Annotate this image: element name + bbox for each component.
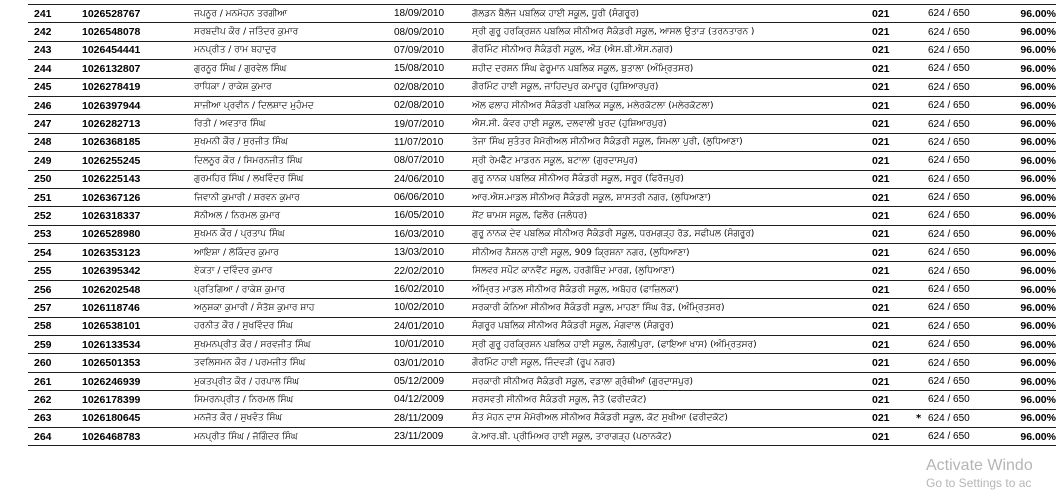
roll-number: 1026118746	[82, 299, 194, 317]
serial-number: 244	[28, 60, 82, 78]
marks-obtained: 624 / 650	[928, 60, 1002, 78]
table-row	[28, 96, 1056, 114]
marks-obtained: 624 / 650	[928, 207, 1002, 225]
roll-number: 1026255245	[82, 152, 194, 170]
marks-obtained: 624 / 650	[928, 23, 1002, 41]
date-of-birth: 10/01/2010	[394, 336, 472, 354]
note-mark	[916, 23, 928, 41]
watermark-subtitle: Go to Settings to ac	[926, 476, 1032, 490]
date-of-birth: 07/09/2010	[394, 41, 472, 59]
subject-code: 021	[872, 23, 916, 41]
school-name: ਗੌਰਮਿੰਟ ਸੀਨੀਅਰ ਸੈਕੰਡਰੀ ਸਕੂਲ, ਔੜ (ਐਸ.ਬੀ.ਐਸ.ਨਗਰ)	[472, 41, 872, 59]
table-row	[28, 372, 1056, 390]
marks-obtained: 624 / 650	[928, 133, 1002, 151]
student-name: ਅਨੁਸ਼ਕਾ ਕੁਮਾਰੀ / ਸੰਤੋਸ਼ ਕੁਮਾਰ ਸ਼ਾਹ	[194, 299, 394, 317]
date-of-birth: 19/07/2010	[394, 115, 472, 133]
marks-obtained: 624 / 650	[928, 5, 1002, 23]
student-name: ਮਨਜੋਤ ਕੌਰ / ਸੁਖਵੰਤ ਸਿੰਘ	[194, 409, 394, 427]
percentage: 96.00%	[1002, 188, 1056, 206]
school-name: ਗੋਲਡਨ ਬੈਲੱਜ ਪਬਲਿਕ ਹਾਈ ਸਕੂਲ, ਧੂਰੀ (ਸੰਗਰੂਰ)	[472, 5, 872, 23]
roll-number: 1026180645	[82, 409, 194, 427]
percentage: 96.00%	[1002, 354, 1056, 372]
school-name: ਗੁਰੂ ਨਾਨਕ ਪਬਲਿਕ ਸੀਨੀਅਰ ਸੈਕੰਡਰੀ ਸਕੂਲ, ਸਰੂਰ (ਫਿਰੋਜ਼ਪੁਰ)	[472, 170, 872, 188]
serial-number: 251	[28, 188, 82, 206]
school-name: ਆਰ.ਐਸ.ਮਾਡਲ ਸੀਨੀਅਰ ਸੈਕੰਡਰੀ ਸਕੂਲ, ਸ਼ਾਸਤਰੀ ਨਗਰ, (ਲੁਧਿਆਣਾ)	[472, 188, 872, 206]
marks-obtained: 624 / 650	[928, 225, 1002, 243]
serial-number: 249	[28, 152, 82, 170]
footer-notes-strip	[30, 484, 1050, 492]
date-of-birth: 16/05/2010	[394, 207, 472, 225]
roll-number: 1026468783	[82, 427, 194, 445]
date-of-birth: 18/09/2010	[394, 5, 472, 23]
date-of-birth: 02/08/2010	[394, 78, 472, 96]
table-row	[28, 78, 1056, 96]
school-name: ਸੰਤ ਮੋਹਨ ਦਾਸ ਮੈਮੋਰੀਅਲ ਸੀਨੀਅਰ ਸੈਕੰਡਰੀ ਸਕੂਲ, ਕੋਟ ਸੁਖੀਆ (ਫਰੀਦਕੋਟ)	[472, 409, 872, 427]
school-name: ਸਰਸਵਤੀ ਸੀਨੀਅਰ ਸੈਕੰਡਰੀ ਸਕੂਲ, ਜੈਤੋ (ਫਰੀਦਕੋਟ)	[472, 391, 872, 409]
school-name: ਸ਼ਹੀਦ ਦਰਸ਼ਨ ਸਿੰਘ ਫੇਰੂਮਾਨ ਪਬਲਿਕ ਸਕੂਲ, ਬੁਤਾਲਾ (ਅੰਮ੍ਰਿਤਸਰ)	[472, 60, 872, 78]
school-name: ਸੇਂਟ ਥਾਮਸ ਸਕੂਲ, ਫਿਲੌਰ (ਜਲੰਧਰ)	[472, 207, 872, 225]
date-of-birth: 04/12/2009	[394, 391, 472, 409]
date-of-birth: 08/09/2010	[394, 23, 472, 41]
table-row	[28, 207, 1056, 225]
serial-number: 242	[28, 23, 82, 41]
note-mark	[916, 225, 928, 243]
marks-obtained: 624 / 650	[928, 78, 1002, 96]
activate-windows-watermark	[926, 458, 1033, 489]
roll-number: 1026528767	[82, 5, 194, 23]
note-mark	[916, 372, 928, 390]
subject-code: 021	[872, 409, 916, 427]
table-row	[28, 115, 1056, 133]
school-name: ਸਰਕਾਰੀ ਕੰਨਿਆ ਸੀਨੀਅਰ ਸੈਕੰਡਰੀ ਸਕੂਲ, ਮਾਹਣਾ ਸਿੰਘ ਰੋਡ, (ਅੰਮ੍ਰਿਤਸਰ)	[472, 299, 872, 317]
roll-number: 1026178399	[82, 391, 194, 409]
table-row	[28, 354, 1056, 372]
date-of-birth: 05/12/2009	[394, 372, 472, 390]
serial-number: 246	[28, 96, 82, 114]
marks-obtained: 624 / 650	[928, 170, 1002, 188]
date-of-birth: 11/07/2010	[394, 133, 472, 151]
subject-code: 021	[872, 262, 916, 280]
percentage: 96.00%	[1002, 409, 1056, 427]
school-name: ਗੌਰਮਿੰਟ ਹਾਈ ਸਕੂਲ, ਜਾਹਿਦਪੁਰ ਕਮਾਹੂਰ (ਹੁਸ਼ਿਆਰਪੁਰ)	[472, 78, 872, 96]
table-row	[28, 133, 1056, 151]
table-row	[28, 152, 1056, 170]
note-mark	[916, 280, 928, 298]
roll-number: 1026225143	[82, 170, 194, 188]
note-mark	[916, 262, 928, 280]
subject-code: 021	[872, 336, 916, 354]
marks-obtained: 624 / 650	[928, 391, 1002, 409]
percentage: 96.00%	[1002, 427, 1056, 445]
note-mark	[916, 244, 928, 262]
percentage: 96.00%	[1002, 5, 1056, 23]
roll-number: 1026133534	[82, 336, 194, 354]
student-name: ਏਕਤਾ / ਦਵਿੰਦਰ ਕੁਮਾਰ	[194, 262, 394, 280]
date-of-birth: 24/06/2010	[394, 170, 472, 188]
results-table	[28, 4, 1056, 446]
subject-code: 021	[872, 225, 916, 243]
table-row	[28, 336, 1056, 354]
student-name: ਮਨਪ੍ਰੀਤ ਸਿੰਘ / ਜੋਗਿੰਦਰ ਸਿੰਘ	[194, 427, 394, 445]
serial-number: 245	[28, 78, 82, 96]
percentage: 96.00%	[1002, 96, 1056, 114]
subject-code: 021	[872, 5, 916, 23]
date-of-birth: 08/07/2010	[394, 152, 472, 170]
student-name: ਤਵਲਿਸਮਨ ਕੌਰ / ਪਰਮਜੀਤ ਸਿੰਘ	[194, 354, 394, 372]
table-row	[28, 409, 1056, 427]
percentage: 96.00%	[1002, 244, 1056, 262]
student-name: ਸੁਖਮਨੀ ਕੌਰ / ਸੁਰਜੀਤ ਸਿੰਘ	[194, 133, 394, 151]
percentage: 96.00%	[1002, 207, 1056, 225]
note-mark: *	[916, 409, 928, 427]
subject-code: 021	[872, 60, 916, 78]
roll-number: 1026246939	[82, 372, 194, 390]
school-name: ਗੁਰੂ ਨਾਨਕ ਦੇਵ ਪਬਲਿਕ ਸੀਨੀਅਰ ਸੈਕੰਡਰੀ ਸਕੂਲ, ਧਰਮਗੜ੍ਹ ਰੋਡ, ਸਫੀਪਲ (ਸੰਗਰੂਰ)	[472, 225, 872, 243]
serial-number: 262	[28, 391, 82, 409]
serial-number: 263	[28, 409, 82, 427]
marks-obtained: 624 / 650	[928, 317, 1002, 335]
serial-number: 258	[28, 317, 82, 335]
school-name: ਸ੍ਰੀ ਰੇਮਫੈੱਟ ਮਾਡਰਨ ਸਕੂਲ, ਬਟਾਲਾ (ਗੁਰਦਾਸਪੁਰ)	[472, 152, 872, 170]
school-name: ਗੌਰਮਿੰਟ ਹਾਈ ਸਕੂਲ, ਜਿੰਦਵੜੀ (ਰੂਪ ਨਗਰ)	[472, 354, 872, 372]
note-mark	[916, 317, 928, 335]
results-table-body	[28, 5, 1056, 446]
note-mark	[916, 188, 928, 206]
date-of-birth: 22/02/2010	[394, 262, 472, 280]
note-mark	[916, 133, 928, 151]
student-name: ਗੁਰਮਹਿਰ ਸਿੰਘ / ਲਖਵਿੰਦਰ ਸਿੰਘ	[194, 170, 394, 188]
serial-number: 253	[28, 225, 82, 243]
marks-obtained: 624 / 650	[928, 244, 1002, 262]
school-name: ਐਸ.ਸੀ. ਕੰਵਰ ਹਾਈ ਸਕੂਲ, ਦਲਵਾਲੀ ਖੁਰਦ (ਹੁਸ਼ਿਆਰਪੁਰ)	[472, 115, 872, 133]
student-name: ਮੁਕਤਪ੍ਰੀਤ ਕੌਰ / ਹਰਪਾਲ ਸਿੰਘ	[194, 372, 394, 390]
student-name: ਸੁਖਮਨ ਕੌਰ / ਪ੍ਰਤਾਪ ਸਿੰਘ	[194, 225, 394, 243]
school-name: ਸੀਨੀਅਰ ਨੈਸ਼ਨਲ ਹਾਈ ਸਕੂਲ, 909 ਕ੍ਰਿਸ਼ਨਾ ਨਗਰ, (ਲੁਧਿਆਣਾ)	[472, 244, 872, 262]
percentage: 96.00%	[1002, 225, 1056, 243]
date-of-birth: 16/02/2010	[394, 280, 472, 298]
roll-number: 1026278419	[82, 78, 194, 96]
student-name: ਸਾਜੀਆ ਪ੍ਰਵੀਨ / ਦਿਲਸ਼ਾਦ ਮੁਹੰਮਦ	[194, 96, 394, 114]
student-name: ਹਰਨੀਤ ਕੌਰ / ਸੁਖਵਿੰਦਰ ਸਿੰਘ	[194, 317, 394, 335]
roll-number: 1026397944	[82, 96, 194, 114]
student-name: ਗੁਰਨੂਰ ਸਿੰਘ / ਗੁਰਵੇਲ ਸਿੰਘ	[194, 60, 394, 78]
percentage: 96.00%	[1002, 372, 1056, 390]
date-of-birth: 13/03/2010	[394, 244, 472, 262]
subject-code: 021	[872, 372, 916, 390]
marks-obtained: 624 / 650	[928, 354, 1002, 372]
roll-number: 1026538101	[82, 317, 194, 335]
school-name: ਸੰਗਰੂਰ ਪਬਲਿਕ ਸੀਨੀਅਰ ਸੈਕੰਡਰੀ ਸਕੂਲ, ਮੰਗਵਾਲ (ਸੰਗਰੂਰ)	[472, 317, 872, 335]
note-mark	[916, 115, 928, 133]
table-row	[28, 170, 1056, 188]
marks-obtained: 624 / 650	[928, 299, 1002, 317]
table-row	[28, 317, 1056, 335]
table-row	[28, 225, 1056, 243]
note-mark	[916, 170, 928, 188]
table-row	[28, 244, 1056, 262]
note-mark	[916, 5, 928, 23]
subject-code: 021	[872, 170, 916, 188]
note-mark	[916, 207, 928, 225]
percentage: 96.00%	[1002, 317, 1056, 335]
watermark-title: Activate Windo	[926, 457, 1033, 474]
subject-code: 021	[872, 391, 916, 409]
subject-code: 021	[872, 427, 916, 445]
student-name: ਸਰਬਦੀਪ ਕੌਰ / ਜਤਿੰਦਰ ਕੁਮਾਰ	[194, 23, 394, 41]
note-mark	[916, 299, 928, 317]
roll-number: 1026501353	[82, 354, 194, 372]
roll-number: 1026132807	[82, 60, 194, 78]
roll-number: 1026528980	[82, 225, 194, 243]
school-name: ਸ੍ਰੀ ਗੁਰੂ ਹਰਕ੍ਰਿਸ਼ਨ ਪਬਲਿਕ ਸੀਨੀਅਰ ਸੈਕੰਡਰੀ ਸਕੂਲ, ਆਸਲ ਉਤਾੜ (ਤਰਨਤਾਰਨ )	[472, 23, 872, 41]
school-name: ਸ੍ਰੀ ਗੁਰੂ ਹਰਕ੍ਰਿਸ਼ਨ ਪਬਲਿਕ ਹਾਈ ਸਕੂਲ, ਨੰਗਲੀਪੁਰਾ, (ਫਾਇਆ ਖਾਸ) (ਅੰਮ੍ਰਿਤਸਰ)	[472, 336, 872, 354]
student-name: ਸੋਨੀਅਲ / ਨਿਰਮਲ ਕੁਮਾਰ	[194, 207, 394, 225]
roll-number: 1026367126	[82, 188, 194, 206]
serial-number: 255	[28, 262, 82, 280]
table-row	[28, 427, 1056, 445]
student-name: ਮਨਪ੍ਰੀਤ / ਰਾਮ ਬਹਾਦੁਰ	[194, 41, 394, 59]
student-name: ਪ੍ਰਤਿਗਿਆ / ਰਾਕੇਸ਼ ਕੁਮਾਰ	[194, 280, 394, 298]
roll-number: 1026395342	[82, 262, 194, 280]
date-of-birth: 23/11/2009	[394, 427, 472, 445]
marks-obtained: 624 / 650	[928, 427, 1002, 445]
student-name: ਸੁਖਮਨਪ੍ਰੀਤ ਕੌਰ / ਸਰਵਜੀਤ ਸਿੰਘ	[194, 336, 394, 354]
serial-number: 241	[28, 5, 82, 23]
percentage: 96.00%	[1002, 280, 1056, 298]
subject-code: 021	[872, 133, 916, 151]
note-mark	[916, 96, 928, 114]
marks-obtained: 624 / 650	[928, 409, 1002, 427]
school-name: ਕੇ.ਆਰ.ਬੀ. ਪ੍ਰੀਮਿਅਰ ਹਾਈ ਸਕੂਲ, ਤਾਰਾਗੜ੍ਹ (ਪਠਾਨਕੋਟ)	[472, 427, 872, 445]
table-row	[28, 41, 1056, 59]
marks-obtained: 624 / 650	[928, 336, 1002, 354]
date-of-birth: 28/11/2009	[394, 409, 472, 427]
date-of-birth: 03/01/2010	[394, 354, 472, 372]
school-name: ਸਿਲਵਰ ਸਪੌਟ ਕਾਨਵੈਂਟ ਸਕੂਲ, ਹਰਗੋਬਿੰਦ ਮਾਰਗ, (ਲੁਧਿਆਣਾ)	[472, 262, 872, 280]
serial-number: 257	[28, 299, 82, 317]
serial-number: 250	[28, 170, 82, 188]
note-mark	[916, 60, 928, 78]
student-name: ਜਿਵਾਨੀ ਕੁਮਾਰੀ / ਸ਼ਰਵਨ ਕੁਮਾਰ	[194, 188, 394, 206]
note-mark	[916, 78, 928, 96]
subject-code: 021	[872, 152, 916, 170]
note-mark	[916, 427, 928, 445]
note-mark	[916, 336, 928, 354]
subject-code: 021	[872, 299, 916, 317]
percentage: 96.00%	[1002, 152, 1056, 170]
date-of-birth: 15/08/2010	[394, 60, 472, 78]
note-mark	[916, 41, 928, 59]
school-name: ਅੱਲ ਫਲਾਹ ਸੀਨੀਅਰ ਸੈਕੰਡਰੀ ਪਬਲਿਕ ਸਕੂਲ, ਮਲੇਰਕੋਟਲਾ (ਮਲੇਰਕੋਟਲਾ)	[472, 96, 872, 114]
percentage: 96.00%	[1002, 78, 1056, 96]
date-of-birth: 02/08/2010	[394, 96, 472, 114]
roll-number: 1026318337	[82, 207, 194, 225]
student-name: ਰਾਧਿਕਾ / ਰਾਕੇਸ਼ ਕੁਮਾਰ	[194, 78, 394, 96]
serial-number: 264	[28, 427, 82, 445]
marks-obtained: 624 / 650	[928, 188, 1002, 206]
note-mark	[916, 152, 928, 170]
table-row	[28, 5, 1056, 23]
note-mark	[916, 391, 928, 409]
table-row	[28, 262, 1056, 280]
subject-code: 021	[872, 41, 916, 59]
percentage: 96.00%	[1002, 23, 1056, 41]
serial-number: 261	[28, 372, 82, 390]
school-name: ਅੰਮ੍ਰਿਤ ਮਾਡਲ ਸੀਨੀਅਰ ਸੈਕੰਡਰੀ ਸਕੂਲ, ਅਬੋਹਰ (ਫਾਜ਼ਿਲਕਾ)	[472, 280, 872, 298]
roll-number: 1026368185	[82, 133, 194, 151]
date-of-birth: 16/03/2010	[394, 225, 472, 243]
serial-number: 254	[28, 244, 82, 262]
marks-obtained: 624 / 650	[928, 262, 1002, 280]
student-name: ਦਿਲਨੂਰ ਕੌਰ / ਸਿਮਰਨਜੀਤ ਸਿੰਘ	[194, 152, 394, 170]
serial-number: 252	[28, 207, 82, 225]
serial-number: 260	[28, 354, 82, 372]
roll-number: 1026548078	[82, 23, 194, 41]
table-row	[28, 391, 1056, 409]
percentage: 96.00%	[1002, 115, 1056, 133]
student-name: ਜਪਨੂਰ / ਮਨਮੋਹਨ ਤਰਗੀਆ	[194, 5, 394, 23]
roll-number: 1026353123	[82, 244, 194, 262]
serial-number: 247	[28, 115, 82, 133]
student-name: ਆਇਸ਼ਾ / ਲੋਕਿੰਦਰ ਕੁਮਾਰ	[194, 244, 394, 262]
table-row	[28, 23, 1056, 41]
subject-code: 021	[872, 207, 916, 225]
percentage: 96.00%	[1002, 391, 1056, 409]
subject-code: 021	[872, 188, 916, 206]
date-of-birth: 10/02/2010	[394, 299, 472, 317]
school-name: ਤੇਜਾ ਸਿੰਘ ਸੁਤੰਤਰ ਮੈਮੋਰੀਅਲ ਸੀਨੀਅਰ ਸੈਕੰਡਰੀ ਸਕੂਲ, ਸਿਮਲਾ ਪੁਰੀ, (ਲੁਧਿਆਣਾ)	[472, 133, 872, 151]
marks-obtained: 624 / 650	[928, 280, 1002, 298]
roll-number: 1026454441	[82, 41, 194, 59]
roll-number: 1026202548	[82, 280, 194, 298]
percentage: 96.00%	[1002, 262, 1056, 280]
percentage: 96.00%	[1002, 41, 1056, 59]
subject-code: 021	[872, 78, 916, 96]
subject-code: 021	[872, 115, 916, 133]
marks-obtained: 624 / 650	[928, 115, 1002, 133]
serial-number: 243	[28, 41, 82, 59]
subject-code: 021	[872, 354, 916, 372]
subject-code: 021	[872, 244, 916, 262]
percentage: 96.00%	[1002, 60, 1056, 78]
table-row	[28, 299, 1056, 317]
percentage: 96.00%	[1002, 170, 1056, 188]
percentage: 96.00%	[1002, 133, 1056, 151]
subject-code: 021	[872, 96, 916, 114]
date-of-birth: 06/06/2010	[394, 188, 472, 206]
table-row	[28, 60, 1056, 78]
percentage: 96.00%	[1002, 299, 1056, 317]
marks-obtained: 624 / 650	[928, 96, 1002, 114]
note-mark	[916, 354, 928, 372]
subject-code: 021	[872, 280, 916, 298]
marks-obtained: 624 / 650	[928, 372, 1002, 390]
serial-number: 248	[28, 133, 82, 151]
marks-obtained: 624 / 650	[928, 41, 1002, 59]
percentage: 96.00%	[1002, 336, 1056, 354]
marks-obtained: 624 / 650	[928, 152, 1002, 170]
school-name: ਸਰਕਾਰੀ ਸੀਨੀਅਰ ਸੈਕੰਡਰੀ ਸਕੂਲ, ਵਡਾਲਾ ਗ੍ਰੰਥੀਆਂ (ਗੁਰਦਾਸਪੁਰ)	[472, 372, 872, 390]
student-name: ਰਿਤੀ / ਅਵਤਾਰ ਸਿੰਘ	[194, 115, 394, 133]
table-row	[28, 280, 1056, 298]
roll-number: 1026282713	[82, 115, 194, 133]
table-row	[28, 188, 1056, 206]
serial-number: 256	[28, 280, 82, 298]
serial-number: 259	[28, 336, 82, 354]
student-name: ਸਿਮਰਨਪ੍ਰੀਤ / ਨਿਰਮਲ ਸਿੰਘ	[194, 391, 394, 409]
subject-code: 021	[872, 317, 916, 335]
date-of-birth: 24/01/2010	[394, 317, 472, 335]
